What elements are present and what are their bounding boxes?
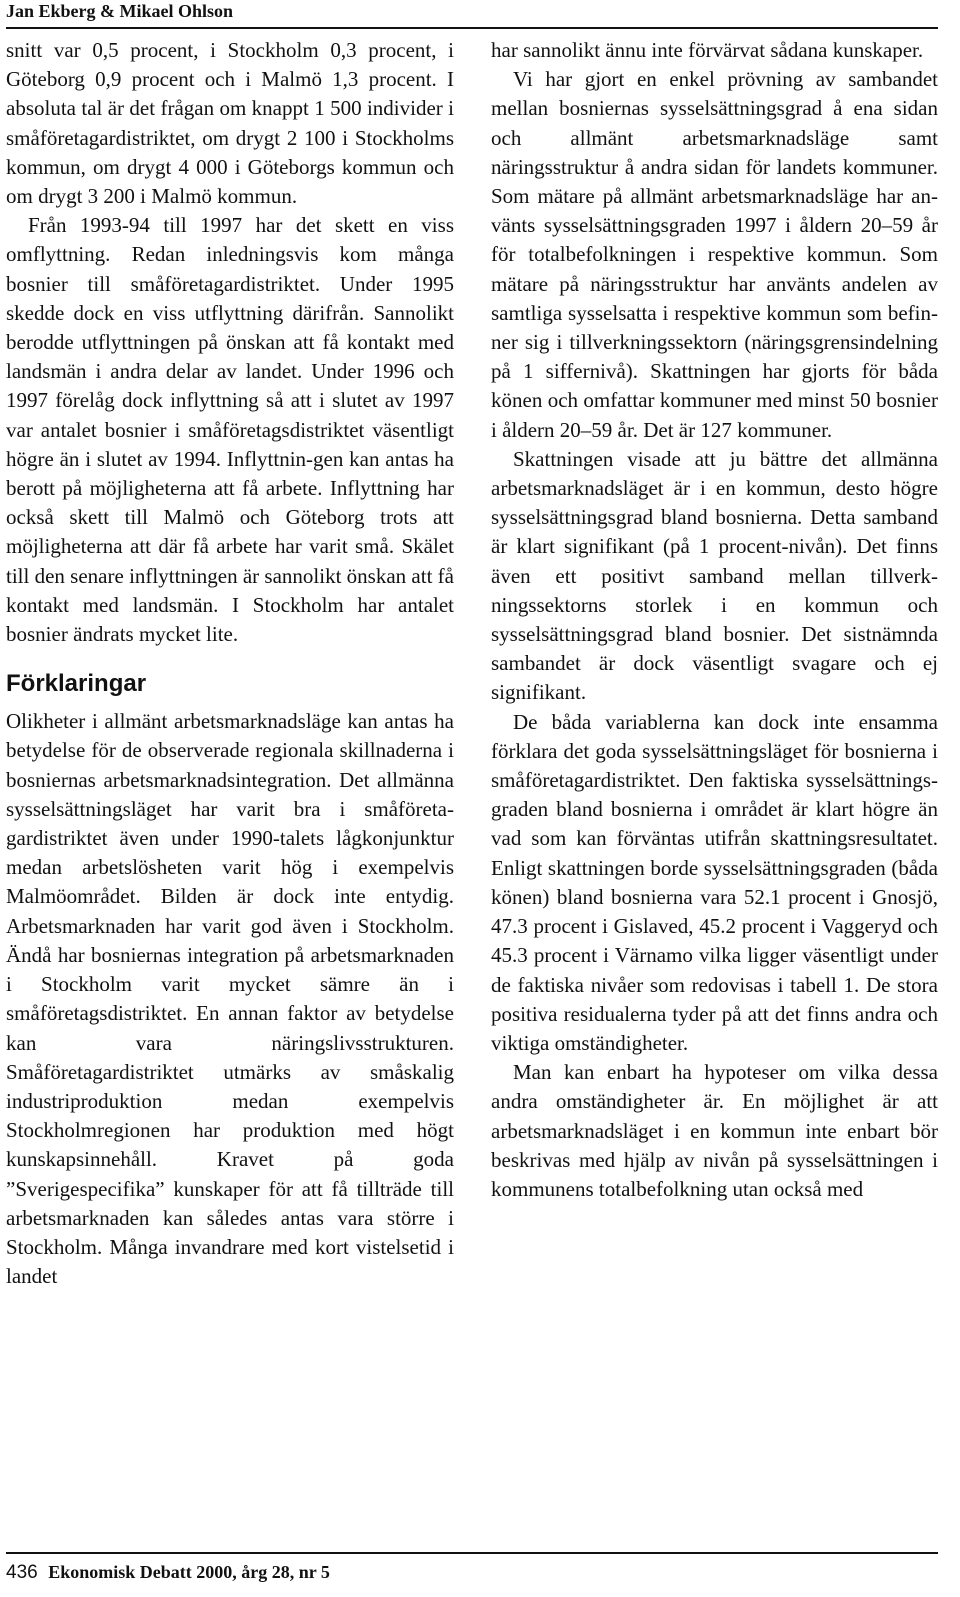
header-rule	[6, 27, 938, 29]
body-paragraph: snitt var 0,5 procent, i Stockholm 0,3 procent, i Göteborg 0,9 procent och i Malmö 1,3 procent. I absoluta tal är det frågan om knappt 1 500 individer i småföretagardistriktet, om drygt 2 100 i Stockholms kommun, om drygt 4 000 i Göteborgs kommun och om drygt 3 200 i Malmö kommun.	[6, 38, 454, 209]
body-paragraph: De båda variablerna kan dock inte ensamma förklara det goda sysselsättningsläget för bosnierna i småföretagardistriktet. Den faktiska sysselsättningsgraden bland bosnierna i området är klart högre än vad som kan förväntas utifrån skattningsresultatet. Enligt skattningen borde sysselsättningsgraden (båda könen) bland bosnierna vara 52.1 procent i Gnosjö, 47.3 procent i Gislaved, 45.2 procent i Vaggeryd och 45.3 procent i Värnamo vilka ligger väsentligt under de faktiska nivåer som redovisas i tabell 1. De stora positiva residualerna tyder på att det finns andra och viktiga omständigheter.	[491, 709, 938, 1055]
left-column	[6, 36, 454, 1291]
body-paragraph: Man kan enbart ha hypoteser om vilka dessa andra omständigheter är. En möjlighet är att arbetsmarknadsläget i en kommun inte enbart bör beskrivas med hjälp av nivån på sysselsättningen i kommunens totalbefolkning utan också med	[491, 1060, 938, 1201]
journal-citation: Ekonomisk Debatt 2000, årg 28, nr 5	[48, 1562, 330, 1582]
section-heading: Förklaringar	[6, 670, 147, 698]
right-column	[491, 36, 938, 1204]
body-paragraph: har sannolikt ännu inte förvärvat sådana kunskaper.	[491, 38, 924, 62]
body-paragraph: Skattningen visade att ju bättre det allmänna arbetsmarknadsläget är i en kommun, desto högre sysselsättningsgrad bland bosnierna. Detta samband är klart signifikant (på 1 procent-nivån). Det finns även ett positivt samband mellan tillverkningssektorns storlek i en kommun och sysselsättningsgrad bland bosnier. Det sistnämnda sambandet är dock väsentligt svagare och ej signifikant.	[491, 446, 938, 705]
page-footer	[6, 1560, 330, 1585]
body-paragraph: Vi har gjort en enkel prövning av sambandet mellan bosniernas sysselsättningsgrad å ena sidan och allmänt arbetsmarknadsläge samt näringsstruktur å andra sidan för landets kommuner. Som mätare på allmänt arbetsmarknadsläge har använts sysselsättningsgraden 1997 i åldern 20–59 år för totalbefolkningen i respektive kommun. Som mätare på näringsstruktur har använts andelen av samtliga sysselsatta i respektive kommun som befinner sig i tillverkningssektorn (näringsgrensindelning på 1 siffernivå). Skattningen har gjorts för båda könen och omfattar kommuner med minst 50 bosnier i åldern 20–59 år. Det är 127 kommuner.	[491, 67, 938, 442]
page-number: 436	[6, 1562, 38, 1583]
footer-rule	[6, 1552, 938, 1554]
running-head-authors: Jan Ekberg & Mikael Ohlson	[6, 1, 234, 21]
body-paragraph: Från 1993-94 till 1997 har det skett en viss omflyttning. Redan inledningsvis kom många bosnier till småföretagardistriktet. Under 1995 skedde dock en viss utflyttning därifrån. Sannolikt berodde utflyttningen på önskan att få kontakt med landsmän i andra delar av landet. Under 1996 och 1997 förelåg dock inflyttning så att i slutet av 1997 var antalet bosnier i småföretagsdistriktet väsentligt högre än i slutet av 1994. Inflyttnin-gen kan antas ha berott på möjligheterna att få arbete. Inflyttning har också skett till Malmö och Göteborg trots att möjligheterna att där få arbete har varit små. Skälet till den senare inflyttningen är sannolikt önskan att få kontakt med landsmän. I Stockholm har antalet bosnier ändrats mycket lite.	[6, 213, 454, 647]
body-paragraph: Olikheter i allmänt arbetsmarknadsläge kan antas ha betydelse för de observerade regionala skillnaderna i bosniernas arbetsmarknadsintegration. Det allmänna sysselsättningsläget har varit bra i småföretagardistriktet även under 1990-talets lågkonjunktur medan arbetslösheten varit hög i exempelvis Malmöområdet. Bilden är dock inte entydig. Arbetsmarknaden har varit god även i Stockholm. Ändå har bosniernas integration på arbetsmarknaden i Stockholm varit mycket sämre än i småföretagsdistriktet. En annan faktor av betydelse kan vara näringslivsstrukturen. Småföretagardistriktet utmärks av småskalig industriproduktion medan exempelvis Stockholmregionen har produktion med högt kunskapsinnehåll. Kravet på goda ”Sverigespecifika” kunskaper för att få tillträde till arbetsmarknaden kan således antas vara större i Stockholm. Många invandrare med kort vistelsetid i landet	[6, 709, 454, 1289]
